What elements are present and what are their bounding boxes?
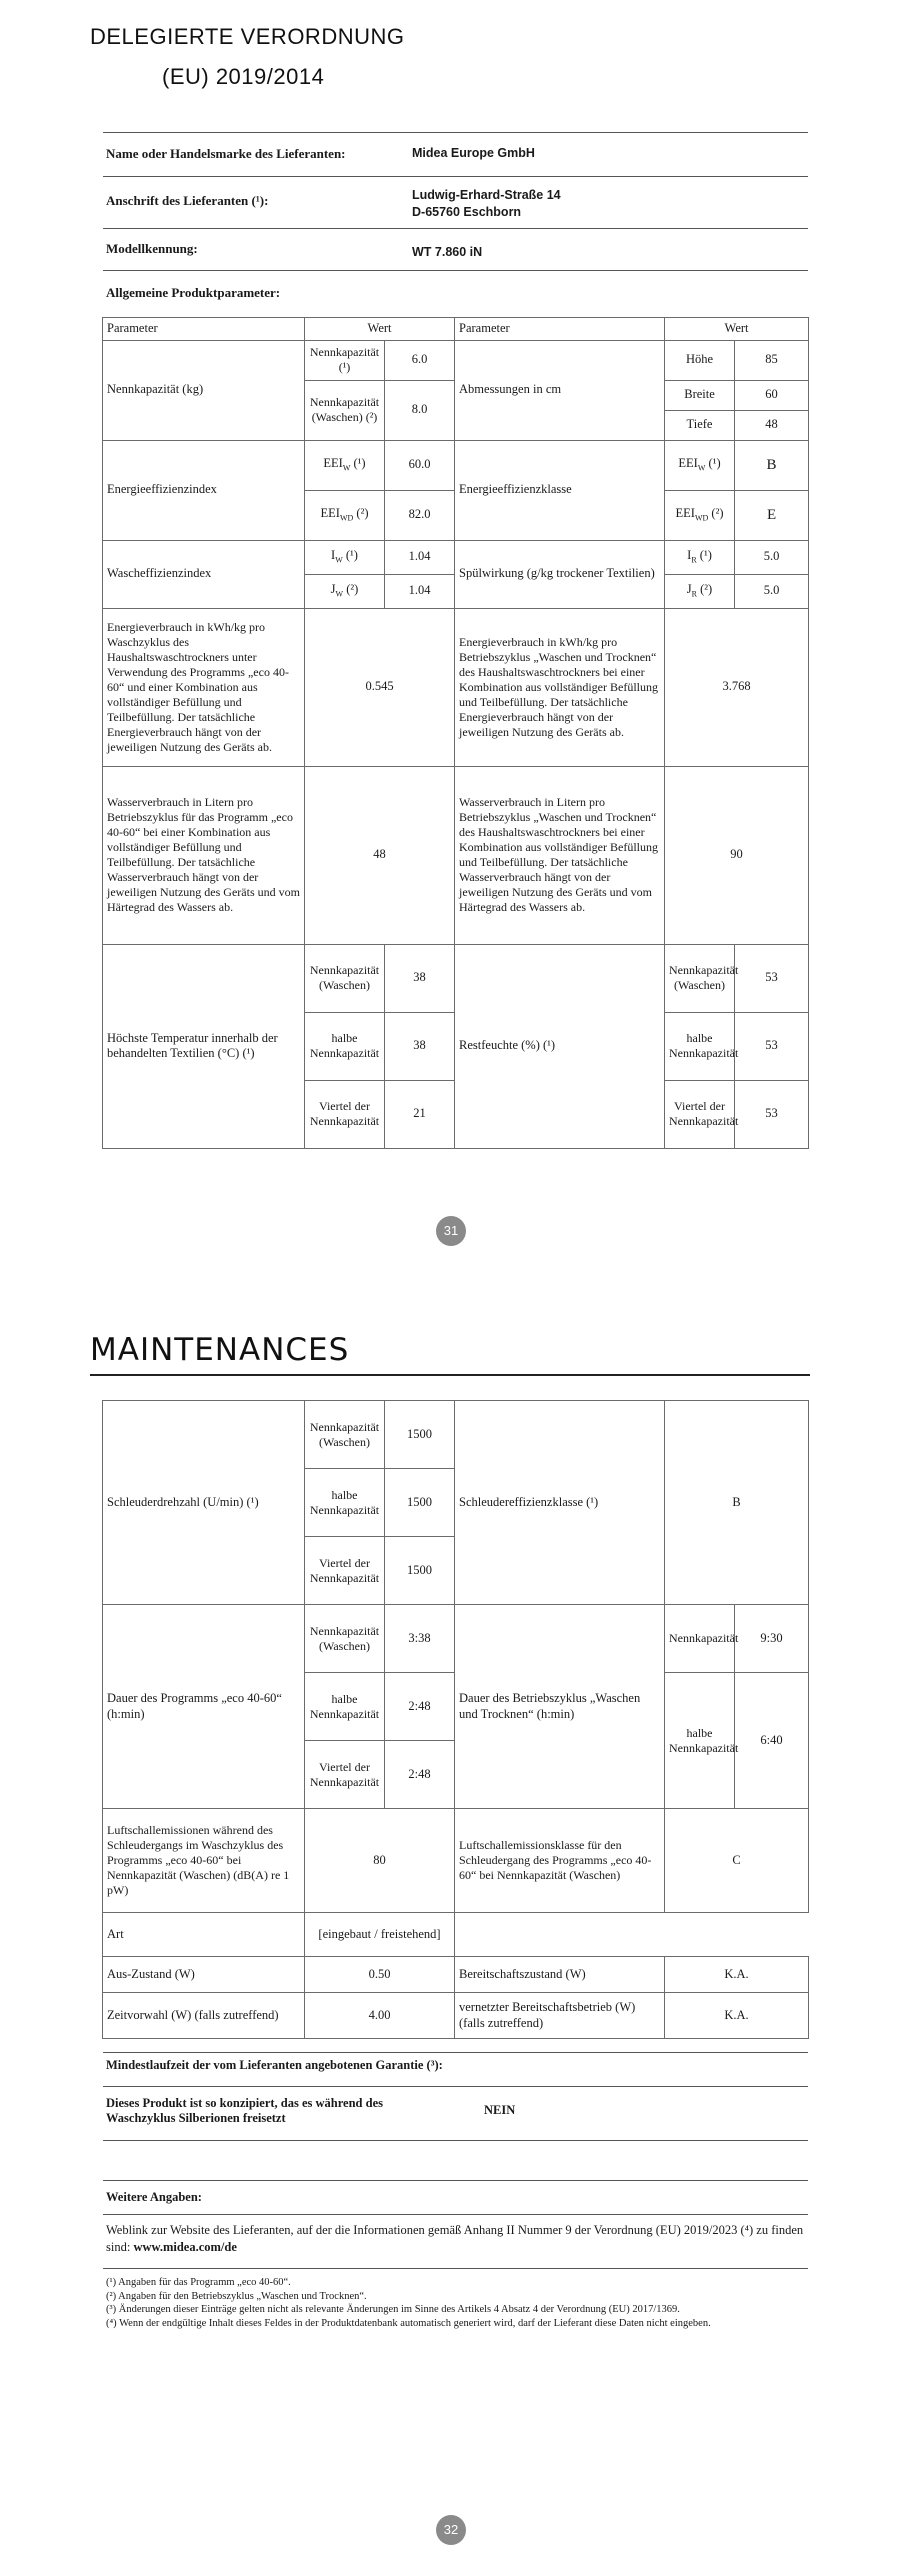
jr-subscript: R <box>691 589 698 599</box>
page-number-badge: 32 <box>436 2515 466 2545</box>
spuelwirkung-label: Spülwirkung (g/kg trockener Textilien) <box>455 540 665 608</box>
supplier-name-label: Name oder Handelsmarke des Lieferanten: <box>106 146 346 161</box>
eei-w-footnote: (¹) <box>353 456 366 471</box>
jr-label <box>665 574 735 608</box>
maintenances-heading: MAINTENANCES <box>90 1332 350 1368</box>
schleuderdrehzahl-val3: 1500 <box>385 1537 455 1605</box>
zeitvorwahl-label: Zeitvorwahl (W) (falls zutreffend) <box>103 1993 305 2039</box>
footnote-3: (³) Änderungen dieser Einträge gelten nicht als relevante Änderungen im Sinne des Artikels 4 Absatz 4 der Verordnung (EU) 2017/1369. <box>106 2304 680 2316</box>
eei-wd-footnote: (²) <box>356 506 369 521</box>
divider <box>103 2086 808 2087</box>
restfeuchte-sub2: halbe Nennkapazität <box>665 1012 735 1080</box>
nennkapazitaet-sub1: Nennkapazität (¹) <box>305 340 385 380</box>
eei-w-subscript: W <box>342 463 351 473</box>
breite-label: Breite <box>665 380 735 410</box>
betriebszyklus-dauer-val1: 9:30 <box>735 1605 809 1673</box>
zeitvorwahl-value: 4.00 <box>305 1993 455 2039</box>
weblink-paragraph <box>106 2222 806 2256</box>
schleuderdrehzahl-sub1: Nennkapazität (Waschen) <box>305 1401 385 1469</box>
eek-wd-subscript: WD <box>694 513 709 523</box>
weblink-url[interactable]: www.midea.com/de <box>133 2239 237 2254</box>
product-parameters-table <box>102 317 809 1149</box>
bereitschaft-value: K.A. <box>665 1957 809 1993</box>
eek-w-value: B <box>735 440 809 490</box>
eei-w-value: 60.0 <box>385 440 455 490</box>
programmdauer-sub3: Viertel der Nennkapazität <box>305 1741 385 1809</box>
tiefe-value: 48 <box>735 410 809 440</box>
eek-wd-footnote: (²) <box>711 506 724 521</box>
empty-cell <box>665 1913 809 1957</box>
jw-symbol: J <box>330 582 336 597</box>
betriebszyklus-dauer-sub1: Nennkapazität <box>665 1605 735 1673</box>
wasserverbrauch-waschen-value: 48 <box>305 766 455 944</box>
footnote-1: (¹) Angaben für das Programm „eco 40-60“. <box>106 2277 291 2288</box>
schleuderdrehzahl-val2: 1500 <box>385 1469 455 1537</box>
energieverbrauch-trocknen-value: 3.768 <box>665 608 809 766</box>
aus-zustand-value: 0.50 <box>305 1957 455 1993</box>
eei-wd-symbol: EEI <box>320 506 340 521</box>
temperatur-sub2: halbe Nennkapazität <box>305 1012 385 1080</box>
eei-w-label <box>305 440 385 490</box>
divider <box>103 2052 808 2053</box>
jr-symbol: J <box>686 582 692 597</box>
maintenance-parameters-table <box>102 1400 809 2039</box>
model-label: Modellkennung: <box>106 241 198 256</box>
supplier-address-line1: Ludwig-Erhard-Straße 14 <box>412 188 561 202</box>
hoehe-label: Höhe <box>665 340 735 380</box>
nennkapazitaet-label: Nennkapazität (kg) <box>103 340 305 440</box>
energieverbrauch-waschen-value: 0.545 <box>305 608 455 766</box>
temperatur-label: Höchste Temperatur innerhalb der behandelten Textilien (°C) (¹) <box>103 944 305 1148</box>
temperatur-val1: 38 <box>385 944 455 1012</box>
eei-wd-value: 82.0 <box>385 490 455 540</box>
silberionen-value: NEIN <box>484 2103 516 2117</box>
nennkapazitaet-sub2: Nennkapazität (Waschen) (²) <box>305 380 385 440</box>
document-title-line2: (EU) 2019/2014 <box>162 64 325 89</box>
jr-value: 5.0 <box>735 574 809 608</box>
programmdauer-sub1: Nennkapazität (Waschen) <box>305 1605 385 1673</box>
betriebszyklus-dauer-sub2: halbe Nennkapazität <box>665 1673 735 1809</box>
eei-label: Energieeffizienzindex <box>103 440 305 540</box>
jr-footnote: (²) <box>700 582 713 597</box>
schleudereffizienzklasse-label: Schleudereffizienzklasse (¹) <box>455 1401 665 1605</box>
schleuderdrehzahl-sub2: halbe Nennkapazität <box>305 1469 385 1537</box>
divider <box>103 2140 808 2141</box>
jw-footnote: (²) <box>346 582 359 597</box>
supplier-address-label: Anschrift des Lieferanten (¹): <box>106 193 269 208</box>
schleuderdrehzahl-label: Schleuderdrehzahl (U/min) (¹) <box>103 1401 305 1605</box>
divider <box>103 2180 808 2181</box>
divider <box>103 270 808 271</box>
weitere-angaben-label: Weitere Angaben: <box>106 2190 202 2204</box>
temperatur-sub3: Viertel der Nennkapazität <box>305 1080 385 1148</box>
temperatur-val2: 38 <box>385 1012 455 1080</box>
eei-wd-subscript: WD <box>339 513 354 523</box>
iw-footnote: (¹) <box>345 548 358 563</box>
wascheffizienzindex-label: Wascheffizienzindex <box>103 540 305 608</box>
restfeuchte-val3: 53 <box>735 1080 809 1148</box>
schleuderdrehzahl-val1: 1500 <box>385 1401 455 1469</box>
col-header-parameter: Parameter <box>455 318 665 341</box>
general-params-label: Allgemeine Produktparameter: <box>106 285 281 300</box>
wasserverbrauch-trocknen-label: Wasserverbrauch in Litern pro Betriebszyklus „Waschen und Trocknen“ des Haushaltswaschtrockners bei einer Kombination aus vollständiger Befüllung und Teilbefüllung. Der tatsächliche Wasserverbrauch hängt von der jeweiligen Nutzung des Geräts und vom Härtegrad des Wassers ab. <box>455 766 665 944</box>
divider <box>103 2214 808 2215</box>
jw-label <box>305 574 385 608</box>
temperatur-val3: 21 <box>385 1080 455 1148</box>
page-number-badge: 31 <box>436 1216 466 1246</box>
wasserverbrauch-waschen-label: Wasserverbrauch in Litern pro Betriebszyklus für das Programm „eco 40-60“ bei einer Kombination aus vollständiger Befüllung und Teilbefüllung. Der tatsächliche Wasserverbrauch hängt von der jeweiligen Nutzung des Geräts und vom Härtegrad des Wassers ab. <box>103 766 305 944</box>
energieeffizienzklasse-label: Energieeffizienzklasse <box>455 440 665 540</box>
ir-subscript: R <box>691 555 697 565</box>
divider <box>103 176 808 177</box>
programmdauer-label: Dauer des Programms „eco 40-60“ (h:min) <box>103 1605 305 1809</box>
aus-zustand-label: Aus-Zustand (W) <box>103 1957 305 1993</box>
col-header-wert: Wert <box>305 318 455 341</box>
supplier-address-line2: D-65760 Eschborn <box>412 205 522 219</box>
wasserverbrauch-trocknen-value: 90 <box>665 766 809 944</box>
supplier-name-value: Midea Europe GmbH <box>412 146 535 160</box>
vernetzt-value: K.A. <box>665 1993 809 2039</box>
luftschall-label: Luftschallemissionen während des Schleudergangs im Waschzyklus des Programms „eco 40-60“ bei Nennkapazität (Waschen) (dB(A) re 1 pW) <box>103 1809 305 1913</box>
luftschall-value: 80 <box>305 1809 455 1913</box>
ir-symbol: I <box>687 548 692 563</box>
document-title-line1: DELEGIERTE VERORDNUNG <box>90 24 405 49</box>
eek-w-subscript: W <box>697 463 706 473</box>
ir-label <box>665 540 735 574</box>
empty-cell <box>455 1913 665 1957</box>
eek-w-footnote: (¹) <box>708 456 721 471</box>
footnote-4: (⁴) Wenn der endgültige Inhalt dieses Feldes in der Produktdatenbank automatisch generiert wird, darf der Lieferant diese Daten nicht eingeben. <box>106 2317 711 2329</box>
restfeuchte-val2: 53 <box>735 1012 809 1080</box>
art-label: Art <box>103 1913 305 1957</box>
jw-value: 1.04 <box>385 574 455 608</box>
eek-w-label <box>665 440 735 490</box>
footnotes <box>106 2276 806 2331</box>
programmdauer-val2: 2:48 <box>385 1673 455 1741</box>
breite-value: 60 <box>735 380 809 410</box>
heading-underline <box>90 1374 810 1376</box>
nennkapazitaet-val1: 6.0 <box>385 340 455 380</box>
weblink-text: Weblink zur Website des Lieferanten, auf der die Informationen gemäß Anhang II Nummer 9 der Verordnung (EU) 2019/2023 (⁴) zu finden sind: <box>106 2223 804 2254</box>
nennkapazitaet-val2: 8.0 <box>385 380 455 440</box>
iw-subscript: W <box>335 555 343 565</box>
jw-subscript: W <box>335 589 344 599</box>
eek-w-symbol: EEI <box>678 456 698 471</box>
restfeuchte-sub1: Nennkapazität (Waschen) <box>665 944 735 1012</box>
abmessungen-label: Abmessungen in cm <box>455 340 665 440</box>
energieverbrauch-waschen-label: Energieverbrauch in kWh/kg pro Waschzyklus des Haushaltswaschtrockners unter Verwendung des Programms „eco 40-60“ und einer Kombination aus vollständiger Befüllung und Teilbefüllung. Der tatsächliche Energieverbrauch hängt von der jeweiligen Nutzung des Geräts ab. <box>103 608 305 766</box>
temperatur-sub1: Nennkapazität (Waschen) <box>305 944 385 1012</box>
eei-wd-label <box>305 490 385 540</box>
luftschallklasse-value: C <box>665 1809 809 1913</box>
art-value: [eingebaut / freistehend] <box>305 1913 455 1957</box>
silberionen-label: Dieses Produkt ist so konzipiert, das es während des Waschzyklus Silberionen freisetzt <box>106 2096 383 2125</box>
schleuderdrehzahl-sub3: Viertel der Nennkapazität <box>305 1537 385 1605</box>
hoehe-value: 85 <box>735 340 809 380</box>
model-value: WT 7.860 iN <box>412 245 483 259</box>
garantie-label: Mindestlaufzeit der vom Lieferanten angebotenen Garantie (³): <box>106 2058 443 2072</box>
betriebszyklus-dauer-label: Dauer des Betriebszyklus „Waschen und Trocknen“ (h:min) <box>455 1605 665 1809</box>
col-header-parameter: Parameter <box>103 318 305 341</box>
schleudereffizienzklasse-value: B <box>665 1401 809 1605</box>
vernetzt-label: vernetzter Bereitschaftsbetrieb (W) (falls zutreffend) <box>455 1993 665 2039</box>
eek-wd-value: E <box>735 490 809 540</box>
bereitschaft-label: Bereitschaftszustand (W) <box>455 1957 665 1993</box>
restfeuchte-val1: 53 <box>735 944 809 1012</box>
programmdauer-sub2: halbe Nennkapazität <box>305 1673 385 1741</box>
divider <box>103 132 808 133</box>
iw-value: 1.04 <box>385 540 455 574</box>
restfeuchte-label: Restfeuchte (%) (¹) <box>455 944 665 1148</box>
eek-wd-label <box>665 490 735 540</box>
betriebszyklus-dauer-val2: 6:40 <box>735 1673 809 1809</box>
divider <box>103 2268 808 2269</box>
iw-label <box>305 540 385 574</box>
ir-footnote: (¹) <box>699 548 712 563</box>
programmdauer-val3: 2:48 <box>385 1741 455 1809</box>
energieverbrauch-trocknen-label: Energieverbrauch in kWh/kg pro Betriebszyklus „Waschen und Trocknen“ des Haushaltswaschtrockners bei einer Kombination aus vollständiger Befüllung und Teilbefüllung. Der tatsächliche Energieverbrauch hängt von der jeweiligen Nutzung des Geräts ab. <box>455 608 665 766</box>
footnote-2: (²) Angaben für den Betriebszyklus „Waschen und Trocknen“. <box>106 2290 367 2302</box>
iw-symbol: I <box>331 548 336 563</box>
luftschallklasse-label: Luftschallemissionsklasse für den Schleudergang des Programms „eco 40-60“ bei Nennkapazität (Waschen) <box>455 1809 665 1913</box>
programmdauer-val1: 3:38 <box>385 1605 455 1673</box>
restfeuchte-sub3: Viertel der Nennkapazität <box>665 1080 735 1148</box>
col-header-wert: Wert <box>665 318 809 341</box>
ir-value: 5.0 <box>735 540 809 574</box>
tiefe-label: Tiefe <box>665 410 735 440</box>
divider <box>103 228 808 229</box>
eei-w-symbol: EEI <box>323 456 343 471</box>
eek-wd-symbol: EEI <box>675 506 695 521</box>
